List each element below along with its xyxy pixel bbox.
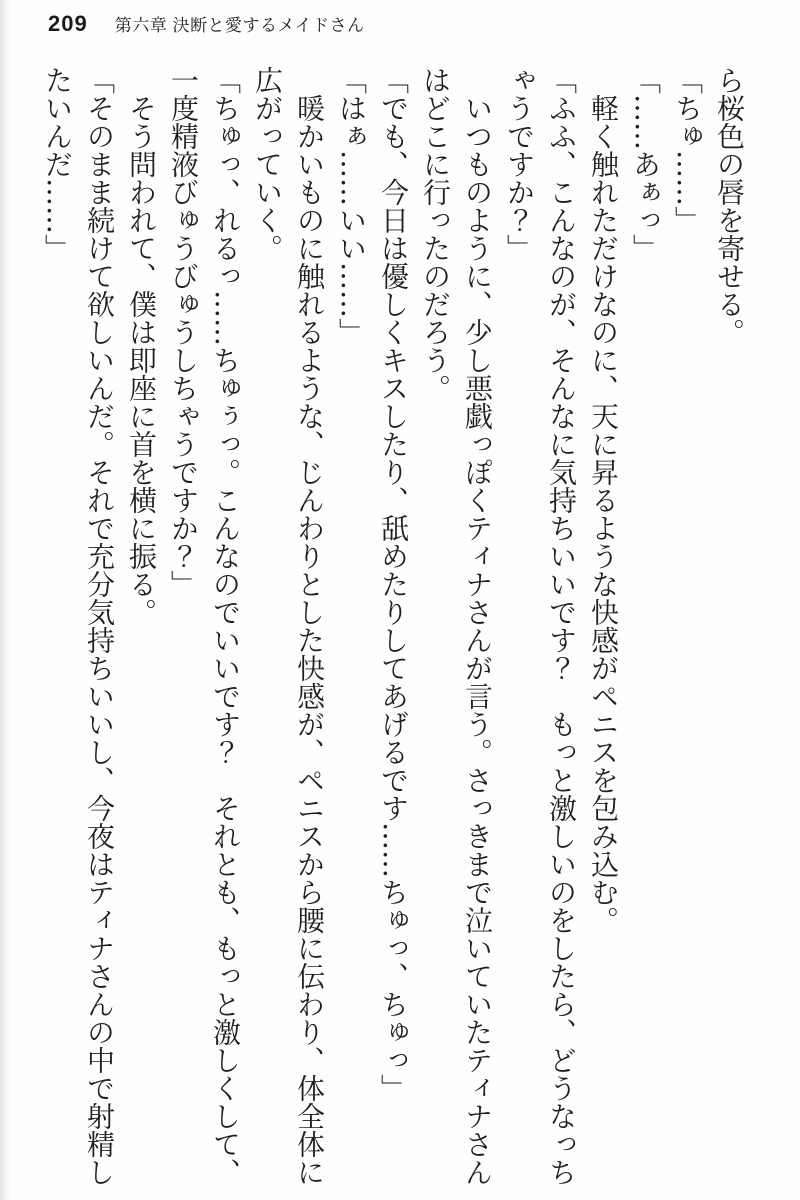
paragraph-12: 「そのまま続けて欲しいんだ。それで充分気持ちいいし、今夜はティナさんの中で射精したいんだ……」 <box>41 66 116 1186</box>
paragraph-11: そう問われて、僕は即座に首を横に振る。 <box>125 94 158 626</box>
paragraph-9: 暖かいものに触れるような、じんわりとした快感が、ペニスから腰に伝わり、体全体に広がっていく。 <box>251 66 326 1186</box>
paragraph-6: いつものように、少し悪戯っぽくティナさんが言う。さっきまで泣いていたティナさんはどこに行ったのだろう。 <box>419 66 494 1186</box>
paragraph-7: 「でも、今日は優しくキスしたり、舐めたりしてあげるです……ちゅっ、ちゅっ」 <box>377 66 410 1102</box>
running-head <box>48 11 365 37</box>
paragraph-2: 「ちゅ……」 <box>671 66 704 234</box>
page-number: 209 <box>48 11 88 36</box>
chapter-title: 第六章 決断と愛するメイドさん <box>114 16 365 35</box>
paragraph-10: 「ちゅっ、れるっ……ちゅぅっ。こんなのでいいです？ それとも、もっと激しくして、一度精液びゅうびゅうしちゃうですか？」 <box>167 66 242 1186</box>
paragraph-4: 軽く触れただけなのに、天に昇るような快感がペニスを包み込む。 <box>587 94 620 934</box>
paragraph-5: 「ふふ、こんなのが、そんなに気持ちいいです？ もっと激しいのをしたら、どうなっちゃうですか？」 <box>503 66 578 1186</box>
page-gutter-shadow <box>0 0 10 1200</box>
body-text <box>36 66 750 1186</box>
paragraph-3: 「……あぁっ」 <box>629 66 662 262</box>
paragraph-1: ら桜色の唇を寄せる。 <box>713 66 746 346</box>
paragraph-8: 「はぁ……いい……」 <box>335 66 368 346</box>
